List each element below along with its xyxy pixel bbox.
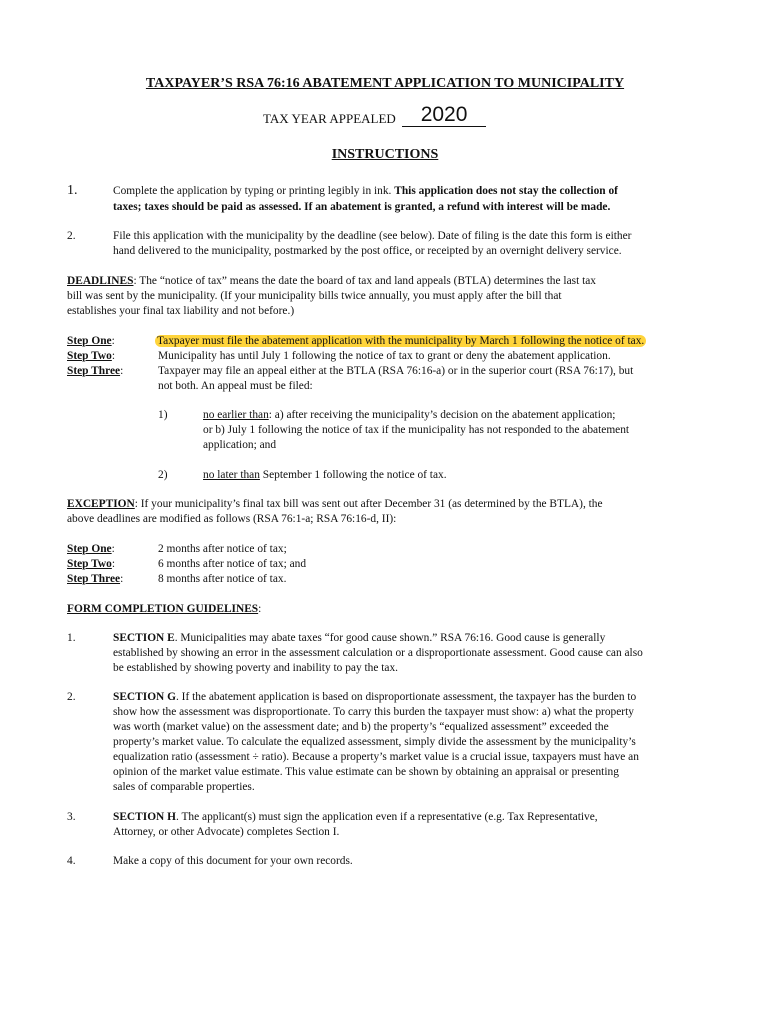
- guidelines-heading-text: FORM COMPLETION GUIDELINES: [67, 603, 259, 615]
- tax-year-label: TAX YEAR APPEALED: [263, 111, 396, 126]
- sub-item-1-line-3: application; and: [203, 439, 277, 451]
- guideline-text: . Municipalities may abate taxes “for good cause shown.” RSA 76:16. Good cause is generally: [174, 632, 606, 644]
- sub-item-2-line-1: [203, 468, 447, 483]
- step-three-text-2: not both. An appeal must be filed:: [158, 380, 313, 392]
- guideline-1-line-1: [113, 631, 605, 646]
- step-label: Step Two: [67, 350, 112, 362]
- guideline-3-line-1: [113, 810, 598, 825]
- step-one-label: Step One:: [67, 335, 115, 347]
- item-1-bold-text: This application does not stay the collection of: [394, 185, 618, 197]
- guideline-1-line-3: be established by showing poverty and inability to pay the tax.: [113, 662, 399, 674]
- exception-label: EXCEPTION: [67, 498, 135, 510]
- guidelines-heading: FORM COMPLETION GUIDELINES:: [67, 603, 262, 615]
- step-label: Step Three: [67, 573, 121, 585]
- item-number: 2.: [67, 230, 76, 242]
- item-1-text: Complete the application by typing or printing legibly in ink.: [113, 185, 395, 197]
- guideline-1-line-2: established by showing an error in the assessment calculation or a disproportionate assessment. Good cause can also: [113, 647, 643, 659]
- item-1-line-1: [113, 184, 618, 199]
- guideline-2-line-5: equalization ratio (assessment ÷ ratio). Because a property’s market value is a crucial issue, taxpayers must have an: [113, 751, 639, 763]
- exception-line-2: above deadlines are modified as follows (RSA 76:1-a; RSA 76:16-d, II):: [67, 513, 397, 525]
- tax-year-row: [263, 104, 486, 127]
- guideline-number: 1.: [67, 632, 76, 644]
- instructions-heading: INSTRUCTIONS: [331, 147, 439, 162]
- exception-step-two-text: 6 months after notice of tax; and: [158, 558, 307, 570]
- guideline-2-line-3: was worth (market value) on the assessment date; and b) the property’s “equalized assessment” exceeded the: [113, 721, 609, 733]
- deadlines-line-3: establishes your final tax liability and not before.): [67, 305, 295, 317]
- deadlines-text: : The “notice of tax” means the date the board of tax and land appeals (BTLA) determines the last tax: [133, 275, 596, 287]
- exception-step-two-label: Step Two:: [67, 558, 116, 570]
- step-three-label: Step Three:: [67, 365, 124, 377]
- underlined-text: no later than: [203, 469, 260, 481]
- guideline-4-line-1: Make a copy of this document for your own records.: [113, 855, 353, 867]
- highlighted-text: Taxpayer must file the abatement application with the municipality by March 1 following the notice of tax.: [157, 335, 645, 347]
- guideline-text: . The applicant(s) must sign the application even if a representative (e.g. Tax Representative,: [175, 811, 598, 823]
- item-2-line-2: hand delivered to the municipality, postmarked by the post office, or receipted by an overnight delivery service.: [113, 245, 622, 257]
- guideline-number: 4.: [67, 855, 76, 867]
- guideline-3-line-2: Attorney, or other Advocate) completes Section I.: [113, 826, 340, 838]
- deadlines-line-2: bill was sent by the municipality. (If your municipality bills twice annually, you must apply after the bill that: [67, 290, 562, 302]
- guideline-2-line-4: property’s market value. To calculate the equalized assessment, simply divide the assessment by the municipality’s: [113, 736, 636, 748]
- section-label: SECTION G: [113, 691, 176, 703]
- item-1-line-2: taxes; taxes should be paid as assessed. If an abatement is granted, a refund with interest will be made.: [113, 201, 611, 213]
- sub-item-number: 1): [158, 409, 168, 421]
- guideline-number: 3.: [67, 811, 76, 823]
- step-label: Step One: [67, 543, 112, 555]
- item-2-line-1: File this application with the municipality by the deadline (see below). Date of filing is the date this form is either: [113, 230, 632, 242]
- exception-step-one-text: 2 months after notice of tax;: [158, 543, 287, 555]
- step-label: Step Three: [67, 365, 121, 377]
- guideline-2-line-2: show how the assessment was disproportionate. To carry this burden the taxpayer must show: a) what the property: [113, 706, 634, 718]
- step-label: Step One: [67, 335, 112, 347]
- tax-year-field[interactable]: 2020: [402, 104, 486, 127]
- deadlines-line-1: [67, 274, 596, 289]
- guideline-text: . If the abatement application is based on disproportionate assessment, the taxpayer has the burden to: [175, 691, 637, 703]
- item-number: 1.: [67, 183, 78, 198]
- section-label: SECTION E: [113, 632, 175, 644]
- exception-step-one-label: Step One:: [67, 543, 115, 555]
- sub-item-1-line-2: or b) July 1 following the notice of tax if the municipality has not responded to the abatement: [203, 424, 630, 436]
- deadlines-label: DEADLINES: [67, 275, 134, 287]
- sub-item-number: 2): [158, 469, 168, 481]
- step-two-label: Step Two:: [67, 350, 116, 362]
- step-one-text: [155, 334, 646, 349]
- guideline-2-line-7: sales of comparable properties.: [113, 781, 255, 793]
- guideline-number: 2.: [67, 691, 76, 703]
- underlined-text: no earlier than: [203, 409, 269, 421]
- step-three-text: Taxpayer may file an appeal either at the BTLA (RSA 76:16-a) or in the superior court (RSA 76:17), but: [158, 365, 634, 377]
- exception-line-1: [67, 497, 603, 512]
- sub-item-1-line-1: [203, 408, 615, 423]
- step-label: Step Two: [67, 558, 112, 570]
- exception-text: : If your municipality’s final tax bill was sent out after December 31 (as determined by the BTLA), the: [134, 498, 603, 510]
- sub-item-text: : a) after receiving the municipality’s decision on the abatement application;: [268, 409, 616, 421]
- exception-step-three-text: 8 months after notice of tax.: [158, 573, 287, 585]
- guideline-2-line-6: opinion of the market value estimate. This value estimate can be shown by obtaining an appraisal or presenting: [113, 766, 619, 778]
- sub-item-text: September 1 following the notice of tax.: [259, 469, 447, 481]
- form-title: TAXPAYER’S RSA 76:16 ABATEMENT APPLICATION TO MUNICIPALITY: [145, 76, 625, 91]
- exception-step-three-label: Step Three:: [67, 573, 124, 585]
- section-label: SECTION H: [113, 811, 176, 823]
- step-two-text: Municipality has until July 1 following the notice of tax to grant or deny the abatement application.: [158, 350, 611, 362]
- guideline-2-line-1: [113, 690, 636, 705]
